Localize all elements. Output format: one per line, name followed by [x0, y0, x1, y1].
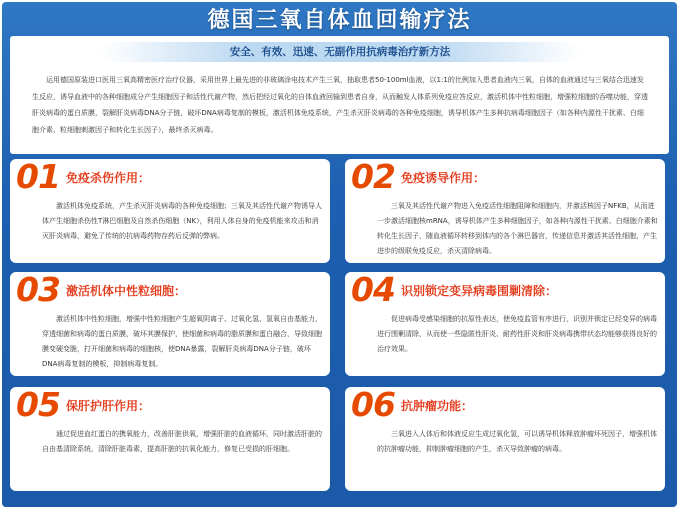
- card-heading: 激活机体中性粒细胞：: [66, 284, 187, 298]
- page-title: 德国三氧自体血回输疗法: [207, 8, 472, 33]
- intro-text: 运用德国原装进口医用三氧高精密医疗治疗仪器，采用世界上最先进的非玻璃涂电技术产生三氧，抽取患者50-100ml血液，以1:1的比例加入患者血液内三氧，自体的血液通过与三氧结合迅速发生反应，诱导血液中的各种细胞成分产生细胞因子和活性代谢产物，然后把经过氧化的自体血液回输到患者自身，从而触发人体系列免疫应答反应，激活机体中性粒细胞，增强粒细胞的吞噬功能，穿透肝炎病毒的蛋白质膜，裂解肝炎病毒DNA分子链，破坏DNA病毒复制的模板，激活机体免疫系统，产生杀灭肝炎病毒的各种免疫细胞，诱导机体产生多种抗病毒细胞因子（如各种内源性干扰素、白细胞介素、粒细胞刺激因子和转化生长因子），最终杀灭病毒。: [32, 76, 648, 134]
- card-number: 01: [16, 157, 60, 196]
- card-text: 激活机体中性粒细胞，增强中性粒细胞产生超氧阴离子、过氧化氢、氢氧自由基能力，穿透细菌和病毒的蛋白质膜，破坏其膜保护，使细菌和病毒的脂质膜和蛋白融合，导致细胞膜变硬变脆，打开细菌和病毒的细胞核，使DNA暴露，裂解肝炎病毒DNA分子链，破坏DNA病毒复制的模板，抑制病毒复制。: [42, 315, 322, 368]
- card-variant-virus-clearance: [345, 272, 665, 376]
- card-text: 促进病毒受感染细胞的抗原性表达，使免疫监管有序进行，识别并锁定已经变异的病毒进行围剿清除，从而使一些隐匿性肝炎、耐药性肝炎和肝炎病毒携带状态均能够获得良好的治疗效果。: [377, 315, 657, 353]
- card-number: 04: [351, 270, 395, 309]
- subtitle: 安全、有效、迅速、无副作用抗病毒治疗新方法: [100, 42, 580, 62]
- card-heading: 保肝护肝作用：: [66, 399, 151, 413]
- card-text: 三氧及其活性代谢产物进入免疫活性细胞阻障和细胞内，并激活核因子NFKB，从而进一步激活细胞核mRNA，诱导机体产生多种细胞因子，如各种内源性干扰素、白细胞介素和转化生长因子，随血液循环转移到体内的各个淋巴器官，传递信息并激活其活性细胞，产生进步的级联免疫反应，杀灭清除病毒。: [377, 202, 658, 255]
- card-heading: 识别锁定变异病毒围剿清除：: [401, 284, 558, 298]
- card-heading: 免疫杀伤作用：: [66, 171, 151, 185]
- intro-panel: [10, 36, 669, 154]
- card-number: 05: [16, 385, 60, 424]
- card-anti-tumor: [345, 387, 665, 491]
- card-liver-protection: [10, 387, 330, 491]
- card-text: 三氧进入人体后和体液反应生成过氧化氢，可以诱导机体释放肿瘤坏死因子，增强机体的抗肿瘤功能，抑制肿瘤细胞的产生，杀灭导致肿瘤的病毒。: [377, 430, 657, 453]
- card-number: 02: [351, 157, 395, 196]
- card-number: 03: [16, 270, 60, 309]
- card-heading: 免疫诱导作用：: [401, 171, 486, 185]
- card-neutrophil-activation: [10, 272, 330, 376]
- card-immune-induction: [345, 159, 665, 263]
- card-text: 通过促进血红蛋白的携氧能力，改善肝脏供氧，增强肝脏的血液循环，同时激活肝脏的自由基清除系统，清除肝脏毒素，提高肝脏的抗氧化能力，修复已受损的肝细胞。: [42, 430, 322, 453]
- card-number: 06: [351, 385, 395, 424]
- page-frame: [2, 2, 677, 507]
- card-heading: 抗肿瘤功能：: [401, 399, 474, 413]
- card-text: 激活机体免疫系统，产生杀灭肝炎病毒的各种免疫细胞；三氧及其活性代谢产物诱导人体产生细胞杀伤性T淋巴细胞及自然杀伤细胞（NK），利用人体自身的免疫机能来攻击和消灭肝炎病毒，避免了传统的抗病毒药物存药后反弹的弊病。: [42, 202, 322, 240]
- card-immune-killing: [10, 159, 330, 263]
